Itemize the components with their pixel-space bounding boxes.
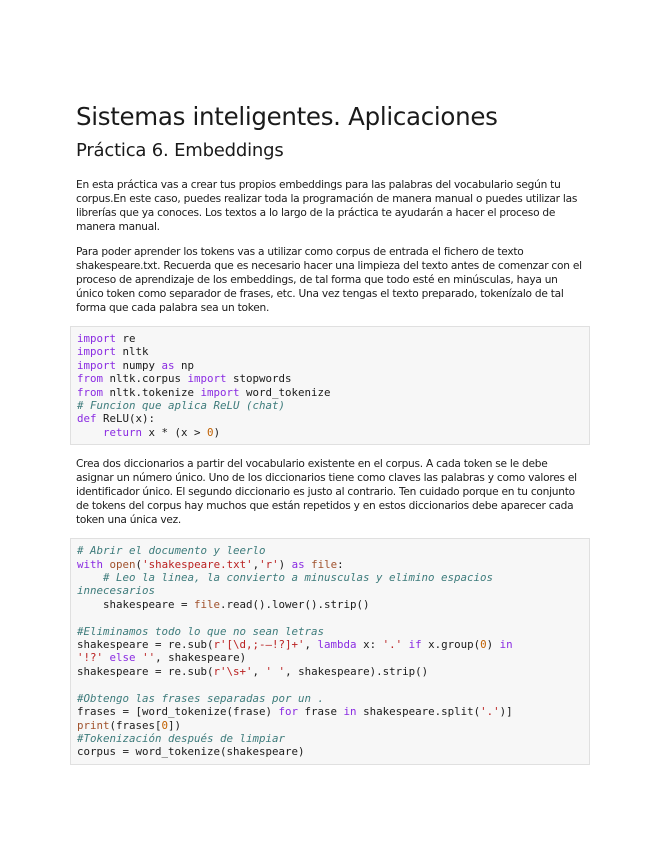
code-token: x.group( bbox=[421, 638, 481, 652]
code-line bbox=[77, 611, 583, 624]
code-token: lambda bbox=[317, 638, 357, 652]
code-token: # Abrir el documento y leerlo bbox=[77, 544, 266, 558]
code-token: '.' bbox=[382, 638, 403, 652]
code-token: ]) bbox=[168, 718, 182, 732]
code-token: ( bbox=[135, 557, 143, 571]
code-token bbox=[77, 571, 103, 584]
code-token: open bbox=[109, 557, 136, 571]
code-token: word_tokenize bbox=[239, 385, 331, 399]
code-token: corpus = word_tokenize(shakespeare) bbox=[77, 745, 305, 759]
code-token: stopwords bbox=[226, 372, 292, 386]
section-title: Práctica 6. Embeddings bbox=[76, 140, 284, 161]
code-line bbox=[77, 571, 583, 584]
code-line bbox=[77, 372, 583, 385]
code-token: # Funcion que aplica ReLU (chat) bbox=[77, 399, 286, 413]
code-token: ) bbox=[213, 425, 221, 439]
code-token: , shakespeare) bbox=[155, 651, 247, 665]
code-line bbox=[77, 745, 583, 758]
code-line bbox=[77, 678, 583, 691]
code-token: frases = [word_tokenize(frase) bbox=[77, 705, 279, 719]
code-line bbox=[77, 665, 583, 678]
code-line bbox=[77, 638, 583, 651]
code-line bbox=[77, 651, 583, 664]
code-token: nltk.tokenize bbox=[103, 385, 201, 399]
code-token: .read().lower().strip() bbox=[220, 597, 370, 611]
code-token: numpy bbox=[116, 358, 162, 372]
code-line bbox=[77, 732, 583, 745]
code-token: shakespeare = bbox=[77, 597, 195, 611]
code-cell-imports[interactable] bbox=[70, 326, 590, 445]
code-token: ) bbox=[278, 557, 292, 571]
code-token: x * (x > bbox=[142, 425, 208, 439]
code-token: ) bbox=[486, 638, 500, 652]
code-token: else bbox=[109, 651, 136, 665]
code-line bbox=[77, 359, 583, 372]
code-line bbox=[77, 399, 583, 412]
corpus-paragraph: Para poder aprender los tokens vas a utilizar como corpus de entrada el fichero de texto shakespeare.txt. Recuerda que es necesario hacer una limpieza del texto antes de comenzar con el proceso de aprendizaje de los embeddings, de tal forma que todo esté en minúsculas, haya un único token como separador de frases, etc. Una vez tengas el texto preparado, tokenízalo de tal forma que cada palabra sea un token. bbox=[76, 246, 582, 314]
code-token: if bbox=[408, 638, 422, 652]
code-token: shakespeare = re.sub( bbox=[77, 664, 214, 678]
page-title: Sistemas inteligentes. Aplicaciones bbox=[76, 102, 498, 131]
code-token: # Leo la linea, la convierto a minusculas y elimino espacios bbox=[103, 571, 494, 585]
code-token: #Tokenización después de limpiar bbox=[77, 731, 286, 745]
code-line bbox=[77, 692, 583, 705]
code-token: def bbox=[77, 412, 97, 426]
code-token: for bbox=[278, 705, 299, 719]
code-token: '' bbox=[142, 651, 156, 665]
code-token bbox=[77, 426, 103, 439]
code-token: 0 bbox=[207, 425, 214, 439]
dictionaries-paragraph: Crea dos diccionarios a partir del vocabulario existente en el corpus. A cada token se le debe asignar un número único. Uno de los diccionarios tiene como claves las palabras y como valores el identificador único. El segundo diccionario es justo al contrario. Ten cuidado porque en tu conjunto de tokens del corpus hay muchos que están repetidos y en estos diccionarios debe aparecer cada token una única vez. bbox=[76, 458, 577, 527]
code-token: , bbox=[252, 557, 260, 571]
code-token: , bbox=[304, 638, 318, 652]
code-token: (frases[ bbox=[109, 718, 162, 732]
code-line bbox=[77, 584, 583, 597]
code-token: print bbox=[77, 718, 110, 732]
code-line bbox=[77, 332, 583, 345]
code-token: shakespeare = re.sub( bbox=[77, 638, 214, 652]
code-token: from bbox=[77, 372, 104, 386]
code-token: as bbox=[161, 358, 175, 372]
code-token: frase bbox=[298, 705, 344, 719]
code-token: as bbox=[291, 557, 305, 571]
code-token: return bbox=[103, 425, 143, 439]
code-token: '!?' bbox=[77, 651, 104, 665]
code-line bbox=[77, 544, 583, 557]
code-token: , shakespeare).strip() bbox=[285, 664, 429, 678]
code-token: in bbox=[343, 705, 357, 719]
code-line bbox=[77, 719, 583, 732]
code-line bbox=[77, 412, 583, 425]
code-token: import bbox=[77, 345, 117, 359]
code-line bbox=[77, 625, 583, 638]
code-token: x: bbox=[356, 638, 383, 652]
code-token: #Obtengo las frases separadas por un . bbox=[77, 691, 325, 705]
code-token: in bbox=[499, 638, 513, 652]
code-line bbox=[77, 426, 583, 439]
code-token: ReLU(x): bbox=[96, 412, 156, 426]
code-token: 0 bbox=[480, 638, 487, 652]
code-token: 'shakespeare.txt' bbox=[142, 557, 253, 571]
code-cell-preprocessing[interactable] bbox=[70, 538, 590, 764]
code-token: import bbox=[187, 372, 227, 386]
code-token: import bbox=[77, 332, 117, 345]
code-token: nltk bbox=[116, 345, 149, 359]
code-token: with bbox=[77, 557, 104, 571]
code-line bbox=[77, 386, 583, 399]
code-token: #Eliminamos todo lo que no sean letras bbox=[77, 624, 325, 638]
code-token: np bbox=[174, 358, 195, 372]
code-token: re bbox=[116, 332, 136, 345]
code-token: )] bbox=[499, 705, 513, 719]
code-token: '.' bbox=[480, 705, 500, 719]
code-token: r'[\d,;-—!?]+' bbox=[213, 638, 305, 652]
code-token: import bbox=[200, 385, 240, 399]
code-token: 0 bbox=[161, 718, 169, 732]
code-line bbox=[77, 558, 583, 571]
code-token: nltk.corpus bbox=[103, 372, 188, 386]
notebook-content bbox=[76, 100, 584, 777]
code-token: : bbox=[337, 557, 344, 571]
intro-paragraph: En esta práctica vas a crear tus propios embeddings para las palabras del vocabulario según tu corpus.En este caso, puedes realizar toda la programación de manera manual o puedes utilizar las librerías que ya conoces. Los textos a lo largo de la práctica te ayudarán a hacer el proceso de manera manual. bbox=[76, 179, 578, 233]
code-token: 'r' bbox=[259, 557, 279, 571]
code-token: r'\s+' bbox=[213, 664, 253, 678]
code-line bbox=[77, 345, 583, 358]
code-token: innecesarios bbox=[77, 584, 156, 598]
code-line bbox=[77, 598, 583, 611]
code-token: ' ' bbox=[265, 664, 286, 678]
code-line bbox=[77, 705, 583, 718]
code-token: file bbox=[311, 557, 338, 571]
code-token: file bbox=[194, 597, 221, 611]
code-token: import bbox=[77, 358, 117, 372]
code-token: from bbox=[77, 385, 104, 399]
code-token: shakespeare.split( bbox=[356, 705, 481, 719]
code-token: , bbox=[252, 664, 266, 678]
